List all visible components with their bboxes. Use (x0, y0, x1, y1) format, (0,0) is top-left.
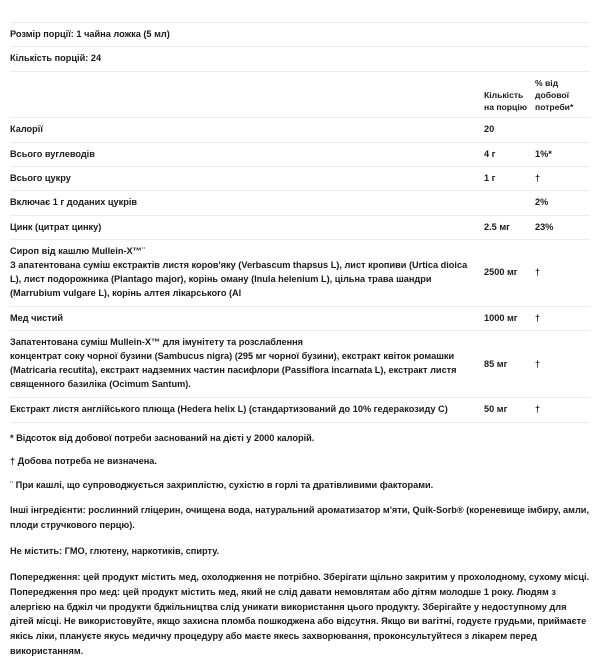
table-row-honey (10, 307, 590, 331)
table-row-ivy (10, 398, 590, 422)
footnote-double-quote (10, 479, 590, 493)
table-row-cough-blend (10, 240, 590, 307)
immunity-blend-daily-value: † (535, 358, 541, 369)
nutrient-daily-value: 23% (535, 221, 554, 232)
cough-blend-cell (10, 245, 484, 301)
table-row (10, 118, 590, 142)
footnotes-section (10, 423, 590, 659)
nutrient-amount: 4 г (484, 148, 496, 159)
serving-size-row: Розмір порції: 1 чайна ложка (5 мл) (10, 22, 590, 47)
nutrient-daily-value: 2% (535, 197, 549, 208)
table-row (10, 216, 590, 240)
nutrient-daily-value: † (535, 172, 541, 183)
honey-amount: 1000 мг (484, 312, 518, 323)
servings-per-container-row: Кількість порцій: 24 (10, 47, 590, 71)
nutrient-amount: 1 г (484, 172, 496, 183)
nutrient-amount: 2.5 мг (484, 221, 510, 232)
table-row (10, 167, 590, 191)
table-row-immunity-blend (10, 331, 590, 398)
immunity-blend-cell (10, 336, 484, 392)
warning-paragraph: Попередження: цей продукт містить мед, охолодження не потрібно. Зберігати щільно закритим у прохолодному, сухому місці. Попередження про мед: цей продукт містить мед, який не слід давати немовлятам або дітям молодше 1 року. Людям з алергією на бджіл чи продукти бджільництва слід уникати використання цього продукту. Зберігайте у недоступному для дітей місці. Не використовуйте, якщо захисна пломба пошкоджена або відсутня. Якщо ви вагітні, годуєте грудьми, приймаєте якісь ліки, плануєте якусь медичну процедуру або маєте якесь захворювання, проконсультуйтеся з лікарем перед використанням. (10, 571, 590, 657)
cough-blend-ingredients: З апатентована суміш екстрактів листя коров'яку (Verbascum thapsus L), лист кропиви (Urtica dioica L), лист подорожника (Plantago major), корінь оману (Inula helenium L), цільна трава шандри (Marrubium vulgare L), корінь алтея лікарського (Al (10, 260, 468, 298)
table-row (10, 143, 590, 167)
honey-name: Мед чистий (10, 312, 64, 323)
cough-blend-daily-value: † (535, 267, 541, 278)
honey-daily-value: † (535, 312, 541, 323)
footnote-asterisk: * Відсоток від добової потреби заснований на дієті у 2000 калорій. (10, 432, 315, 443)
nutrient-name: Цинк (цитрат цинку) (10, 221, 102, 232)
nutrient-name: Включає 1 г доданих цукрів (10, 197, 138, 208)
cough-blend-amount: 2500 мг (484, 267, 518, 278)
nutrient-name: Всього цукру (10, 172, 71, 183)
table-row (10, 191, 590, 215)
nutrient-amount: 20 (484, 124, 495, 135)
immunity-blend-title: Запатентована суміш Mullein-X™ для імунітету та розслаблення (10, 337, 304, 348)
table-column-header (10, 72, 590, 119)
nutrient-name: Всього вуглеводів (10, 148, 95, 159)
free-from-paragraph: Не містить: ГМО, глютену, наркотиків, спирту. (10, 545, 220, 556)
footnote-double-quote-marker: ¨ (10, 480, 14, 491)
immunity-blend-ingredients: концентрат соку чорної бузини (Sambucus nigra) (295 мг чорної бузини), екстракт квіток ромашки (Matricaria recutita), екстракт надземних частин пасифлори (Passiflora incarnata L), екстракт листя священного базиліка (Ocimum Santum). (10, 351, 457, 390)
nutrient-daily-value: 1%* (535, 148, 552, 159)
top-spacer (10, 0, 590, 22)
column-header-amount: Кількість на порцію (484, 89, 528, 113)
column-header-daily-value: % від добової потреби* (535, 77, 574, 113)
ivy-amount: 50 мг (484, 404, 508, 415)
nutrient-name: Калорії (10, 124, 43, 135)
footnote-dagger: † Добова потреба не визначена. (10, 456, 157, 467)
cough-blend-title: Сироп від кашлю Mullein-X™¨ (10, 246, 145, 257)
other-ingredients-paragraph: Інші інгредієнти: рослинний гліцерин, очищена вода, натуральний ароматизатор м'яти, Quik-Sorb® (кореневище імбиру, амли, плоди стручкового перцю). (10, 504, 589, 530)
ivy-daily-value: † (535, 404, 541, 415)
ivy-name: Екстракт листя англійського плюща (Hedera helix L) (стандартизований до 10% гедеракозиду C) (10, 404, 448, 415)
footnote-double-quote-text: При кашлі, що супроводжується захриплістю, сухістю в горлі та дратівливими факторами. (13, 480, 434, 491)
immunity-blend-amount: 85 мг (484, 358, 508, 369)
